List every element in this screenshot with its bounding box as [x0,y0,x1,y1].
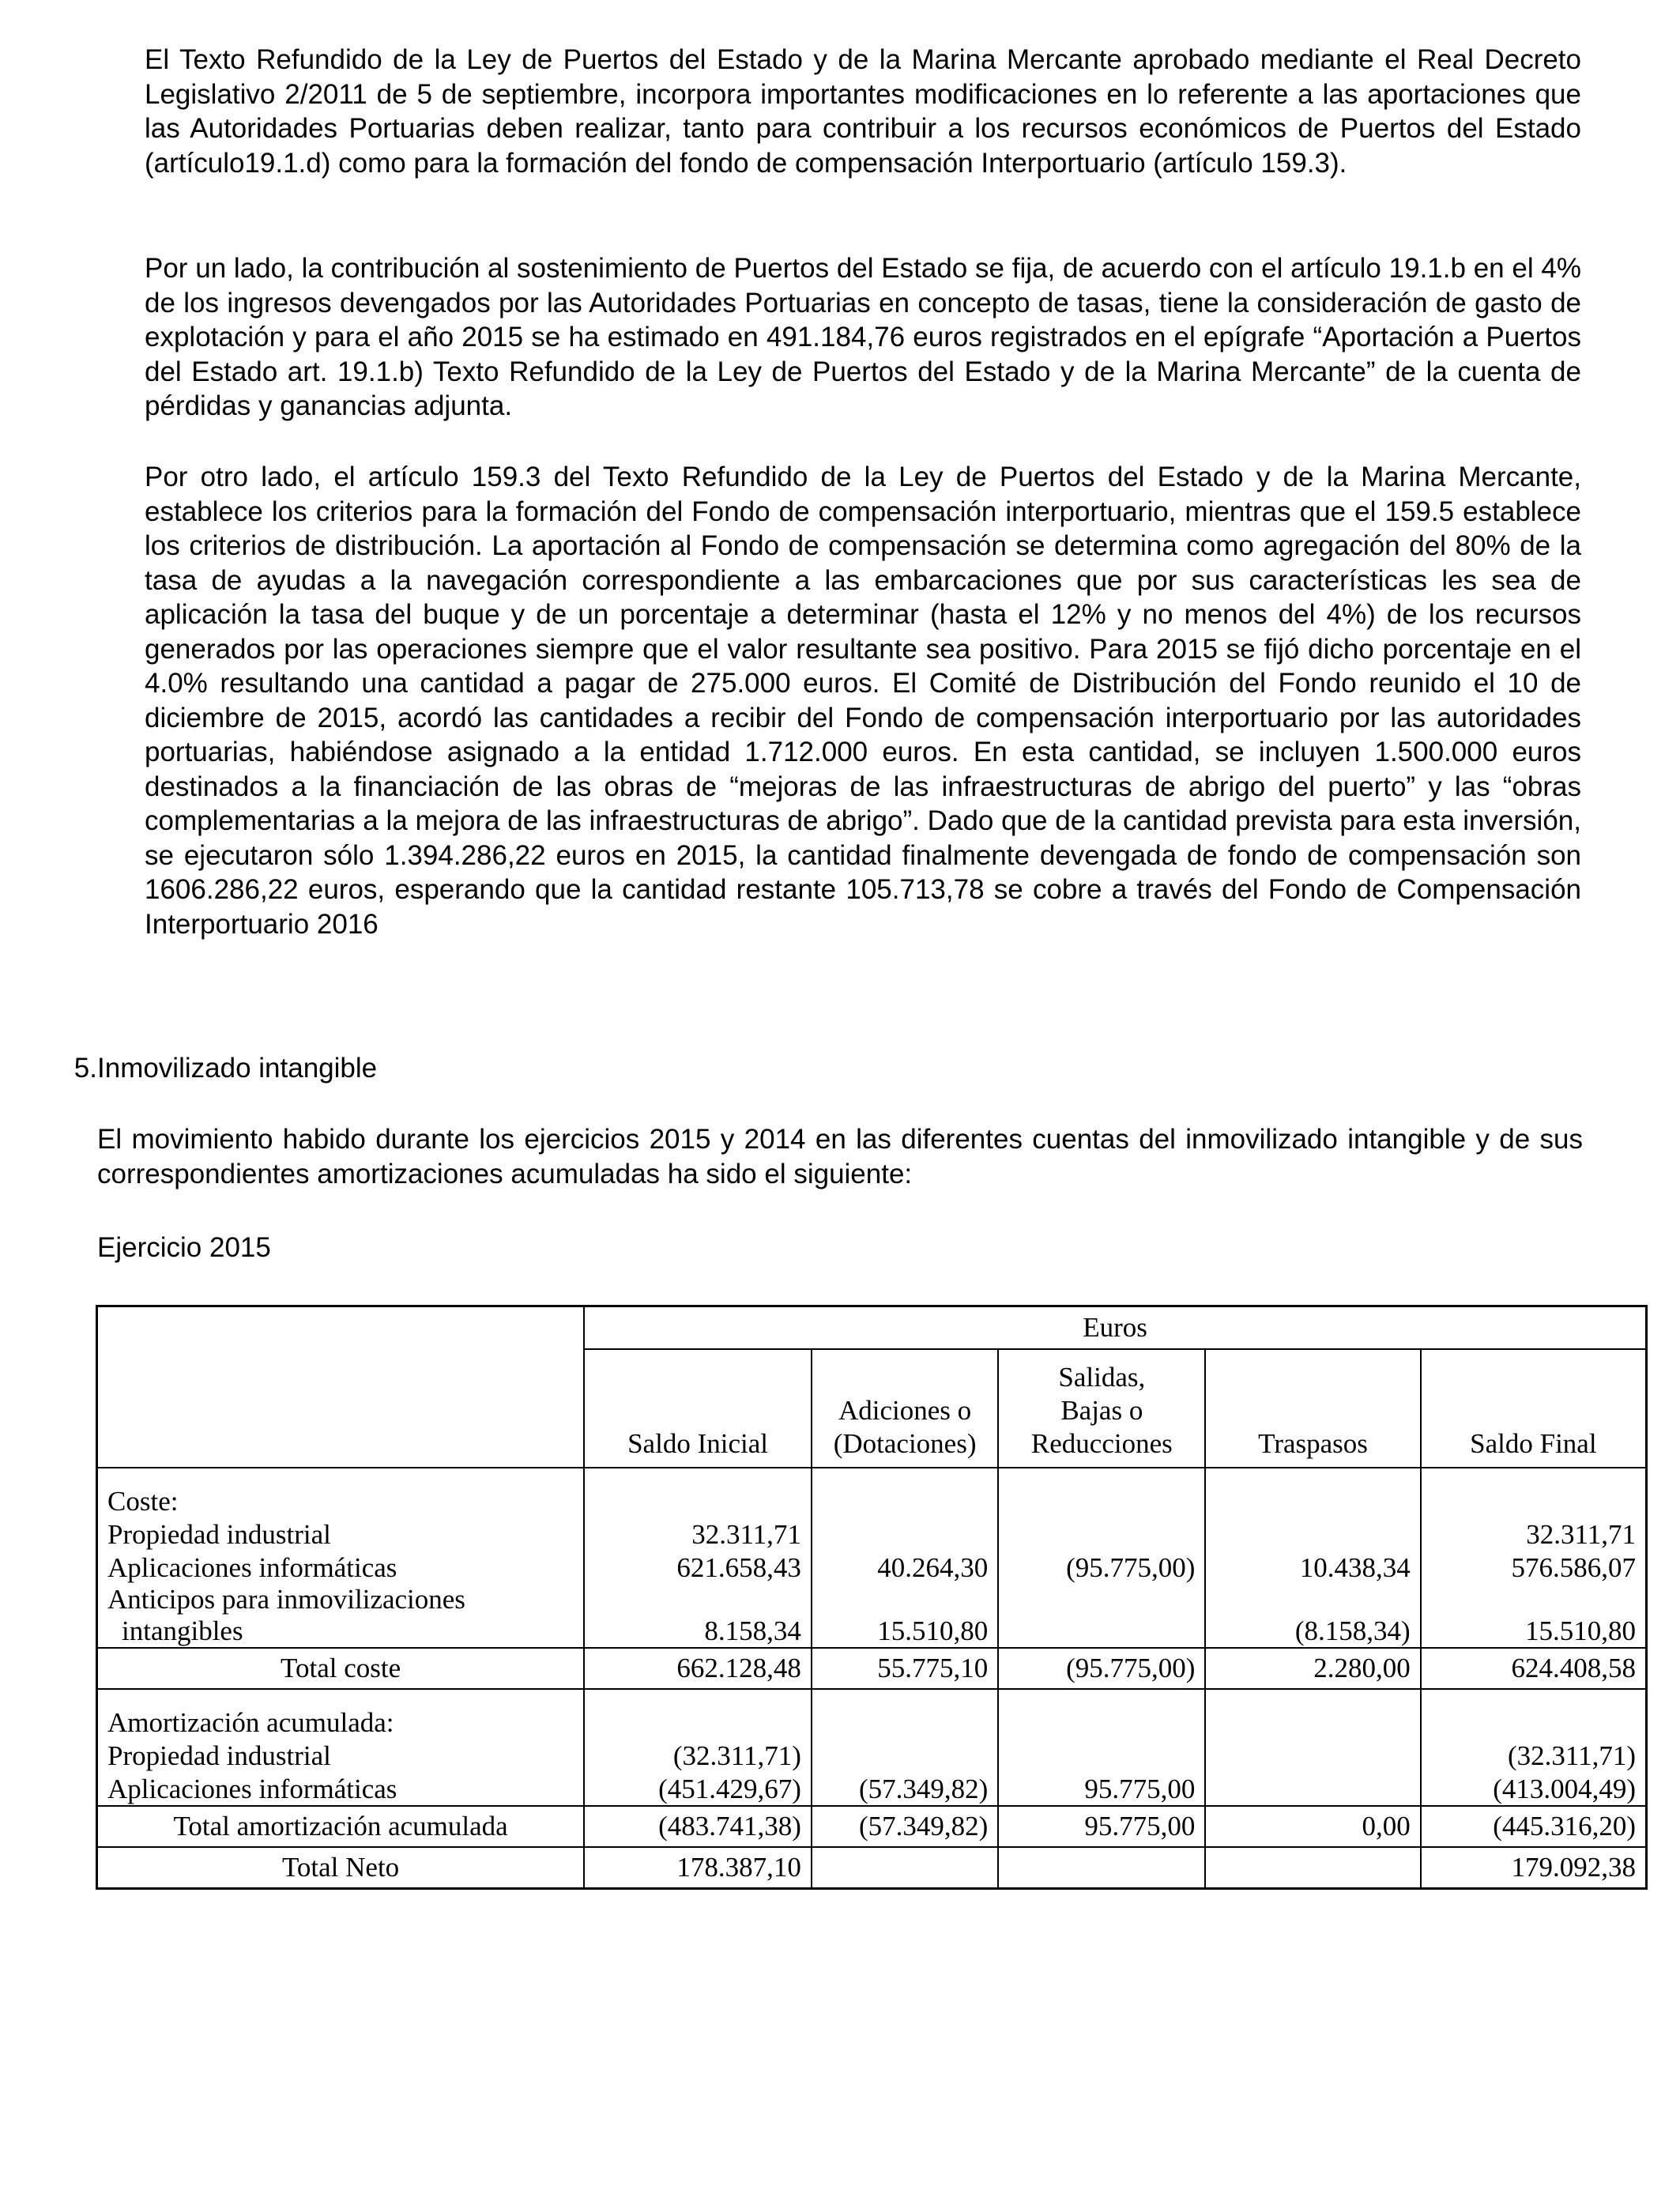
cell: (57.349,82) [812,1806,998,1847]
cell: 40.264,30 [812,1551,998,1584]
cell: 8.158,34 [584,1584,812,1648]
table-row [97,1706,1647,1739]
cell: 624.408,58 [1421,1648,1647,1689]
cell [998,1584,1205,1648]
paragraph-texto-refundido: El Texto Refundido de la Ley de Puertos del Estado y de la Marina Mercante aprobado mediante el Real Decreto Legislativo 2/2011 de 5 de septiembre, incorpora importantes modificaciones en lo referente a las aportaciones que las Autoridades Portuarias deben realizar, tanto para contribuir a los recursos económicos de Puertos del Estado (artículo19.1.d) como para la formación del fondo de compensación Interportuario (artículo 159.3). [145,44,1581,179]
cell: (32.311,71) [1421,1739,1647,1772]
col-header-saldo-inicial: Saldo Inicial [584,1349,812,1468]
cell: (483.741,38) [584,1806,812,1847]
header-blank-2 [97,1349,585,1468]
row-label: Aplicaciones informáticas [107,1552,397,1583]
cell: 178.387,10 [584,1847,812,1889]
total-label: Total coste [97,1648,585,1689]
cell: 10.438,34 [1205,1551,1420,1584]
total-label: Total Neto [281,1852,400,1883]
cell: (95.775,00) [998,1551,1205,1584]
cell: (451.429,67) [584,1772,812,1806]
col-header-adiciones: Adiciones o (Dotaciones) [812,1349,998,1468]
cell: 32.311,71 [584,1517,812,1551]
row-label: Anticipos para inmovilizaciones intangibles [107,1584,465,1646]
cell [1205,1772,1420,1806]
col-header-salidas: Salidas, Bajas o Reducciones [998,1349,1205,1468]
table-row [97,1484,1647,1517]
cell: (32.311,71) [584,1739,812,1772]
cell [812,1517,998,1551]
section-heading [30,1051,377,1085]
intangible-assets-table [96,1305,1648,1890]
section-intro: El movimiento habido durante los ejercicios 2015 y 2014 en las diferentes cuentas del inmovilizado intangible y de sus correspondientes amortizaciones acumuladas ha sido el siguiente: [97,1124,1583,1189]
amortizacion-label: Amortización acumulada: [107,1707,394,1738]
cell: 0,00 [1205,1806,1420,1847]
cell [1205,1517,1420,1551]
cell: (413.004,49) [1421,1772,1647,1806]
cell: 621.658,43 [584,1551,812,1584]
section-subtitle: Ejercicio 2015 [97,1232,271,1263]
paragraph-contribucion: Por un lado, la contribución al sostenimiento de Puertos del Estado se fija, de acuerdo con el artículo 19.1.b en el 4% de los ingresos devengados por las Autoridades Portuarias en concepto de tasas, tiene la consideración de gasto de explotación y para el año 2015 se ha estimado en 491.184,76 euros registrados en el epígrafe “Aportación a Puertos del Estado art. 19.1.b) Texto Refundido de la Ley de Puertos del Estado y de la Marina Mercante” de la cuenta de pérdidas y ganancias adjunta. [145,253,1581,421]
table-row [97,1739,1647,1772]
row-label: Propiedad industrial [107,1740,331,1771]
cell: 179.092,38 [1421,1847,1647,1889]
cell: 32.311,71 [1421,1517,1647,1551]
col-header-saldo-final: Saldo Final [1421,1349,1647,1468]
cell: 576.586,07 [1421,1551,1647,1584]
paragraph-fondo-compensacion: Por otro lado, el artículo 159.3 del Texto Refundido de la Ley de Puertos del Estado y de la Marina Mercante, establece los criterios para la formación del Fondo de compensación interportuario, mientras que el 159.5 establece los criterios de distribución. La aportación al Fondo de compensación se determina como agregación del 80% de la tasa de ayudas a la navegación correspondiente a las embarcaciones que por sus características les sea de aplicación la tasa del buque y de un porcentaje a determinar (hasta el 12% y no menos del 4%) de los recursos generados por las operaciones siempre que el valor resultante sea positivo. Para 2015 se fijó dicho porcentaje en el 4.0% resultando una cantidad a pagar de 275.000 euros. El Comité de Distribución del Fondo reunido el 10 de diciembre de 2015, acordó las cantidades a recibir del Fondo de compensación interportuario por las autoridades portuarias, habiéndose asignado a la entidad 1.712.000 euros. En esta cantidad, se incluyen 1.500.000 euros destinados a la financiación de las obras de “mejoras de las infraestructuras de abrigo del puerto” y las “obras complementarias a la mejora de las infraestructuras de abrigo”. Dado que de la cantidad prevista para esta inversión, se ejecutaron sólo 1.394.286,22 euros en 2015, la cantidad finalmente devengada de fondo de compensación son 1606.286,22 euros, esperando que la cantidad restante 105.713,78 se cobre a través del Fondo de Compensación Interportuario 2016 [145,462,1581,940]
col-header-traspasos: Traspasos [1205,1349,1420,1468]
cell: 55.775,10 [812,1648,998,1689]
cell: (95.775,00) [998,1648,1205,1689]
cell: (57.349,82) [812,1772,998,1806]
cell [1205,1739,1420,1772]
table-row [97,1584,1647,1648]
row-label: Propiedad industrial [107,1519,331,1550]
section-number: 5. [73,1053,97,1084]
total-coste-row [97,1648,1647,1689]
cell [998,1517,1205,1551]
cell: 95.775,00 [998,1806,1205,1847]
cell: 95.775,00 [998,1772,1205,1806]
cell: 15.510,80 [812,1584,998,1648]
cell [1205,1847,1420,1889]
cell [812,1847,998,1889]
cell: 662.128,48 [584,1648,812,1689]
currency-header: Euros [584,1306,1646,1350]
table-row [97,1517,1647,1551]
total-neto-row [97,1847,1647,1889]
header-blank [97,1306,585,1350]
cell [812,1739,998,1772]
table-row [97,1551,1647,1584]
cell [998,1739,1205,1772]
cell [998,1847,1205,1889]
section-title: Inmovilizado intangible [97,1053,378,1084]
cell: (8.158,34) [1205,1584,1420,1648]
cell: (445.316,20) [1421,1806,1647,1847]
cell: 2.280,00 [1205,1648,1420,1689]
row-label: Aplicaciones informáticas [107,1774,397,1804]
coste-label: Coste: [107,1486,179,1517]
table-row [97,1772,1647,1806]
total-amortizacion-row [97,1806,1647,1847]
cell: 15.510,80 [1421,1584,1647,1648]
total-label: Total amortización acumulada [97,1806,585,1847]
